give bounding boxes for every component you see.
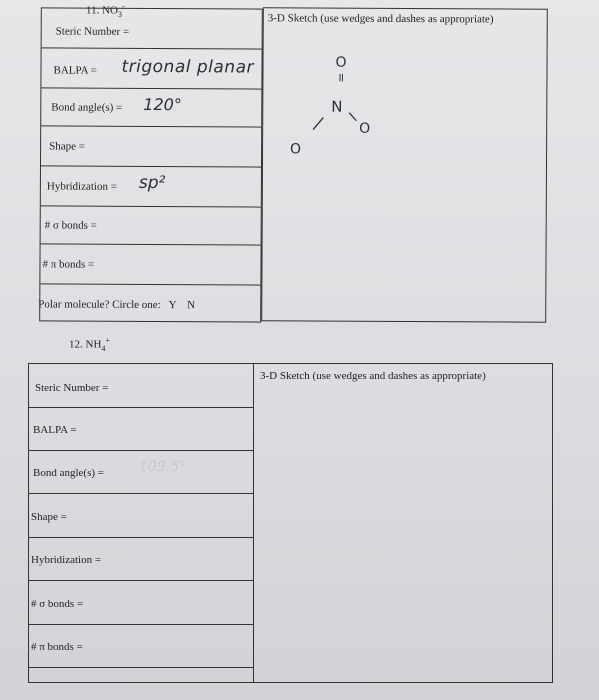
q12-row-sigma: [29, 581, 253, 625]
q11-bond-angle-label: Bond angle(s) =: [51, 101, 123, 114]
q11-title-text: 11. NO: [86, 4, 118, 17]
q11-steric-label: Steric Number =: [55, 25, 130, 38]
q11-row-steric: [42, 8, 262, 49]
q12-shape-label: Shape =: [31, 511, 67, 523]
q11-title-sub: 3: [117, 9, 122, 19]
q11-row-hybridization: [41, 166, 261, 207]
q12-property-table: [28, 363, 254, 683]
q12-steric-label: Steric Number =: [35, 382, 109, 394]
q12-sigma-label: # σ bonds =: [31, 598, 84, 610]
q11-row-shape: [41, 126, 261, 167]
q12-row-hybridization: [29, 538, 253, 581]
q11-sigma-label: # σ bonds =: [44, 219, 97, 232]
q11-row-sigma: [41, 206, 261, 245]
q12-row-balpa: [29, 408, 253, 451]
q12-balpa-label: BALPA =: [33, 424, 77, 436]
q11-atom-left-o: O: [290, 141, 302, 158]
q12-bond-angle-faint-answer: 109.5°: [139, 459, 187, 475]
q12-title: [69, 336, 110, 353]
q12-hybridization-label: Hybridization =: [31, 554, 102, 566]
q12-row-steric: [29, 364, 253, 408]
q12-row-pi: [29, 625, 253, 668]
q11-sketch-box: [261, 7, 548, 322]
q11-row-polar: [40, 284, 260, 323]
q11-no3-sketch: [263, 8, 549, 209]
q11-row-pi: [40, 244, 260, 285]
q11-row-balpa: [41, 48, 261, 89]
q11-bond-right: [349, 113, 356, 121]
q11-balpa-label: BALPA =: [53, 64, 97, 77]
q12-row-bond-angle: [29, 451, 253, 494]
q12-sketch-box: [253, 363, 553, 683]
q11-hybridization-answer: sp²: [138, 172, 166, 194]
q11-atom-n: N: [331, 97, 343, 116]
q11-property-table: [38, 4, 263, 322]
q11-hybridization-label: Hybridization =: [46, 180, 117, 193]
q11-balpa-answer: trigonal planar: [121, 56, 255, 78]
q12-pi-label: # π bonds =: [31, 641, 83, 653]
q11-double-bond-mark: =: [334, 72, 349, 83]
q11-bond-left: [313, 118, 323, 130]
q11-polar-label: Polar molecule? Circle one: Y N: [38, 298, 196, 312]
q11-sketch-title: 3-D Sketch (use wedges and dashes as appropriate): [267, 12, 494, 26]
q12-row-empty: [29, 668, 253, 684]
q11-row-bond-angle: [41, 88, 261, 127]
q11-shape-label: Shape =: [49, 140, 85, 153]
q11-atom-right-o: O: [359, 120, 371, 137]
q11-title-sup: -: [121, 2, 125, 11]
q11-atom-top-o: O: [335, 54, 347, 71]
q12-sketch-title: 3-D Sketch (use wedges and dashes as appropriate): [260, 370, 486, 382]
q12-title-sub: 4: [101, 343, 106, 353]
q12-row-shape: [29, 494, 253, 538]
q11-bond-angle-answer: 120°: [143, 94, 182, 115]
q12-title-sup: +: [105, 336, 110, 345]
q12-title-text: 12. NH: [69, 338, 102, 351]
q11-pi-label: # π bonds =: [42, 258, 95, 271]
q12-bond-angle-label: Bond angle(s) =: [33, 467, 104, 479]
